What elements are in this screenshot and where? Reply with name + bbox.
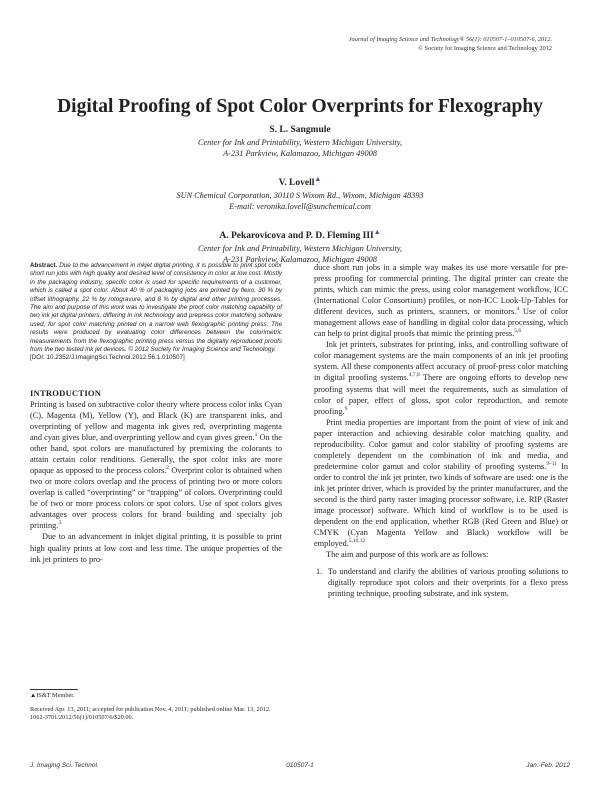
paragraph-text: Printing is based on subtractive color theory where process color inks Cyan (C), Magenta (M), Yellow (Y), and Black (K) are transparent inks, and overprinting of yellow and magenta ink gives red, overprinting magenta and cyan gives blue, and overprinting yellow and cyan gives green. [30,399,282,443]
author-name: V. Lovell [278,178,315,189]
footnote-received: Received Apr. 13, 2011; accepted for publication Nov. 4, 2011; published online Mar. 13, 2012. [30,706,271,714]
paragraph [314,339,568,416]
footer-journal: J. Imaging Sci. Technol. [30,762,99,769]
section-heading: INTRODUCTION [30,387,102,398]
author-email[interactable]: E-mail: veronika.lovell@sunchemical.com [229,202,371,212]
paragraph: Due to an advancement in inkjet digital printing, it is possible to print high quality prints at low cost and less time. The unique properties of the ink jet printers to pro- [30,532,282,564]
paragraph [314,417,568,550]
citation-reference[interactable]: 2 [166,465,170,472]
author-address: A-231 Parkview, Kalamazoo, Michigan 49008 [223,255,377,265]
list-item [314,566,568,599]
paragraph-text: Ink jet printers, substrates for printing, inks, and controlling software of color management systems are the main components of an ink jet proofing system. All these components affect accuracy of proof-press color matching in digital proofing systems. [314,340,568,383]
paragraph-text: Overprint color is obtained when two or more colors overlap and the process of printing two or more colors overlap is called “overprinting” or “trapping” of colors. Overprinting could be of two or more process colors or spot colors. Use of spot colors gives advantages over process colors for brand building and specialty job printing. [30,466,283,531]
abstract [30,262,282,363]
footnote-issn: 1062-3701/2012/56(1)/010507/6/$20.00. [30,714,134,722]
left-column [30,262,282,565]
journal-citation: Journal of Imaging Science and Technology® 56(1): 010507-1–010507-6, 2012. [348,36,552,43]
footnotes [30,689,282,723]
author-name: S. L. Sangmule [269,125,331,135]
abstract-label: Abstract. [30,262,58,269]
author-affiliation: Center for Ink and Printability, Western Michigan University, [197,244,403,254]
paragraph-text: Use of color management allows ease of handling in digital color data processing, which can help to print digital proofs that mimic the printing press. [314,307,568,339]
citation-reference[interactable]: 9 [344,405,348,412]
member-marker-icon: ▲ [314,175,322,183]
author-block [60,173,540,212]
citation-reference[interactable]: 1 [254,432,258,439]
author-affiliation: Center for Ink and Printability, Western Michigan University, [197,138,403,147]
citation-reference[interactable]: 4,7,8 [408,372,420,379]
author-address: A-231 Parkview, Kalamazoo, Michigan 49008 [223,149,377,158]
footer-page-number: 010507-1 [286,762,314,769]
journal-header [252,36,552,53]
author-name: A. Pekarovicova and P. D. Fleming III [219,231,374,242]
abstract-text: Due to the advancement in inkjet digital printing, it is possible to print spot color short run jobs with high quality and desired level of consistency in color at low cost. Mostly in the packaging industry, specific color is used for specific requirements of a customer, which is called a spot color. About 40 % of packaging jobs are printed by flexo, 30 % by offset lithography, 22 % by rotogravure, and 8 % by digital and other printing processes. The aim and purpose of this work was to investigate the proof color matching capability of two ink jet digital printers, differing in ink technology and prepress color matching software used, for spot color matching printed on a narrow web flexographic printing press. The results were produced by evaluating color differences between the colorimetric measurements from the flexographic printing press versus the digitally reproduced proofs from the two tested ink jet devices. © 2012 Society for Imaging Science and Technology. [30,262,282,354]
author-block [60,226,540,265]
author-block [60,124,540,159]
paragraph-text: There are ongoing efforts to develop new proofing systems that will meet the requirements, such as simulation of color of paper, effect of gloss, spot color reproduction, and remote proofing. [314,373,568,416]
paragraph [30,399,282,532]
author-list [60,124,540,279]
citation-reference[interactable]: 9–11 [546,461,558,468]
member-marker-icon: ▲ [373,228,381,237]
footer-date: Jan.-Feb. 2012 [526,762,570,769]
paragraph-text: duce short run jobs in a simple way makes its use more versatile for pre-press proofing for commercial printing. The digital printer can create the prints, which can mimic the press, using color management workflow, ICC (International Color Consortium) profiles, or non-ICC Look-Up-Tables for different devices, such as printers, scanners, or monitors. [314,263,568,317]
list-number: 1. [316,567,323,577]
aims-list [314,566,568,599]
citation-reference[interactable]: 5,10,12 [348,538,366,545]
paragraph-text: Print media properties are important from the point of view of ink and paper interaction and achieving desirable color matching quality, and reproducibility. Color gamut and color stability of proofing systems are completely dependent on the combination of ink and media, and predetermine color gamut and color stability of proofing systems. [314,417,568,471]
right-column [314,262,568,599]
footnote-member: ▲IS&T Member. [30,692,75,699]
author-affiliation: SUN Chemical Corporation, 30110 S Wixom Rd., Wixom, Michigan 48393 [176,191,424,201]
paper-title: Digital Proofing of Spot Color Overprints for Flexography [57,96,543,117]
citation-reference[interactable]: 4 [516,306,520,313]
paragraph-text: On the other hand, spot colors are manufactured by premixing the colorants to attain certain color renditions. Generally, the spot color inks are more opaque as opposed to the process colors. [30,433,282,476]
paragraph [314,262,568,339]
page-footer [30,762,570,772]
citation-reference[interactable]: 3 [58,520,62,527]
paragraph-text: In order to control the ink jet printer, two kinds of software are used: one is the ink jet printer driver, which is provided by the printer manufacturer, and the second is the third party raster imaging processor software, i.e. RIP (Raster image processor) software. Which kind of workflow is to be used is dependent on the end application, whether RGB (Red Green and Blue) or CMYK (Cyan Magenta Yellow and Black) workflow will be employed. [314,461,568,549]
footnote-rule [30,689,78,690]
list-text: To understand and clarify the abilities of various proofing solutions to digitally reproduce spot colors and their overprints for a flexo press printing technique, proofing substrate, and ink system. [328,567,568,599]
paragraph: The aim and purpose of this work are as follows: [326,550,489,560]
doi-link[interactable]: [DOI: 10.2352/J.ImagingSci.Technol.2012.56.1.010507] [30,354,185,362]
citation-reference[interactable]: 5,6 [514,328,522,335]
copyright-line: © Society for Imaging Science and Technology 2012 [418,44,552,52]
